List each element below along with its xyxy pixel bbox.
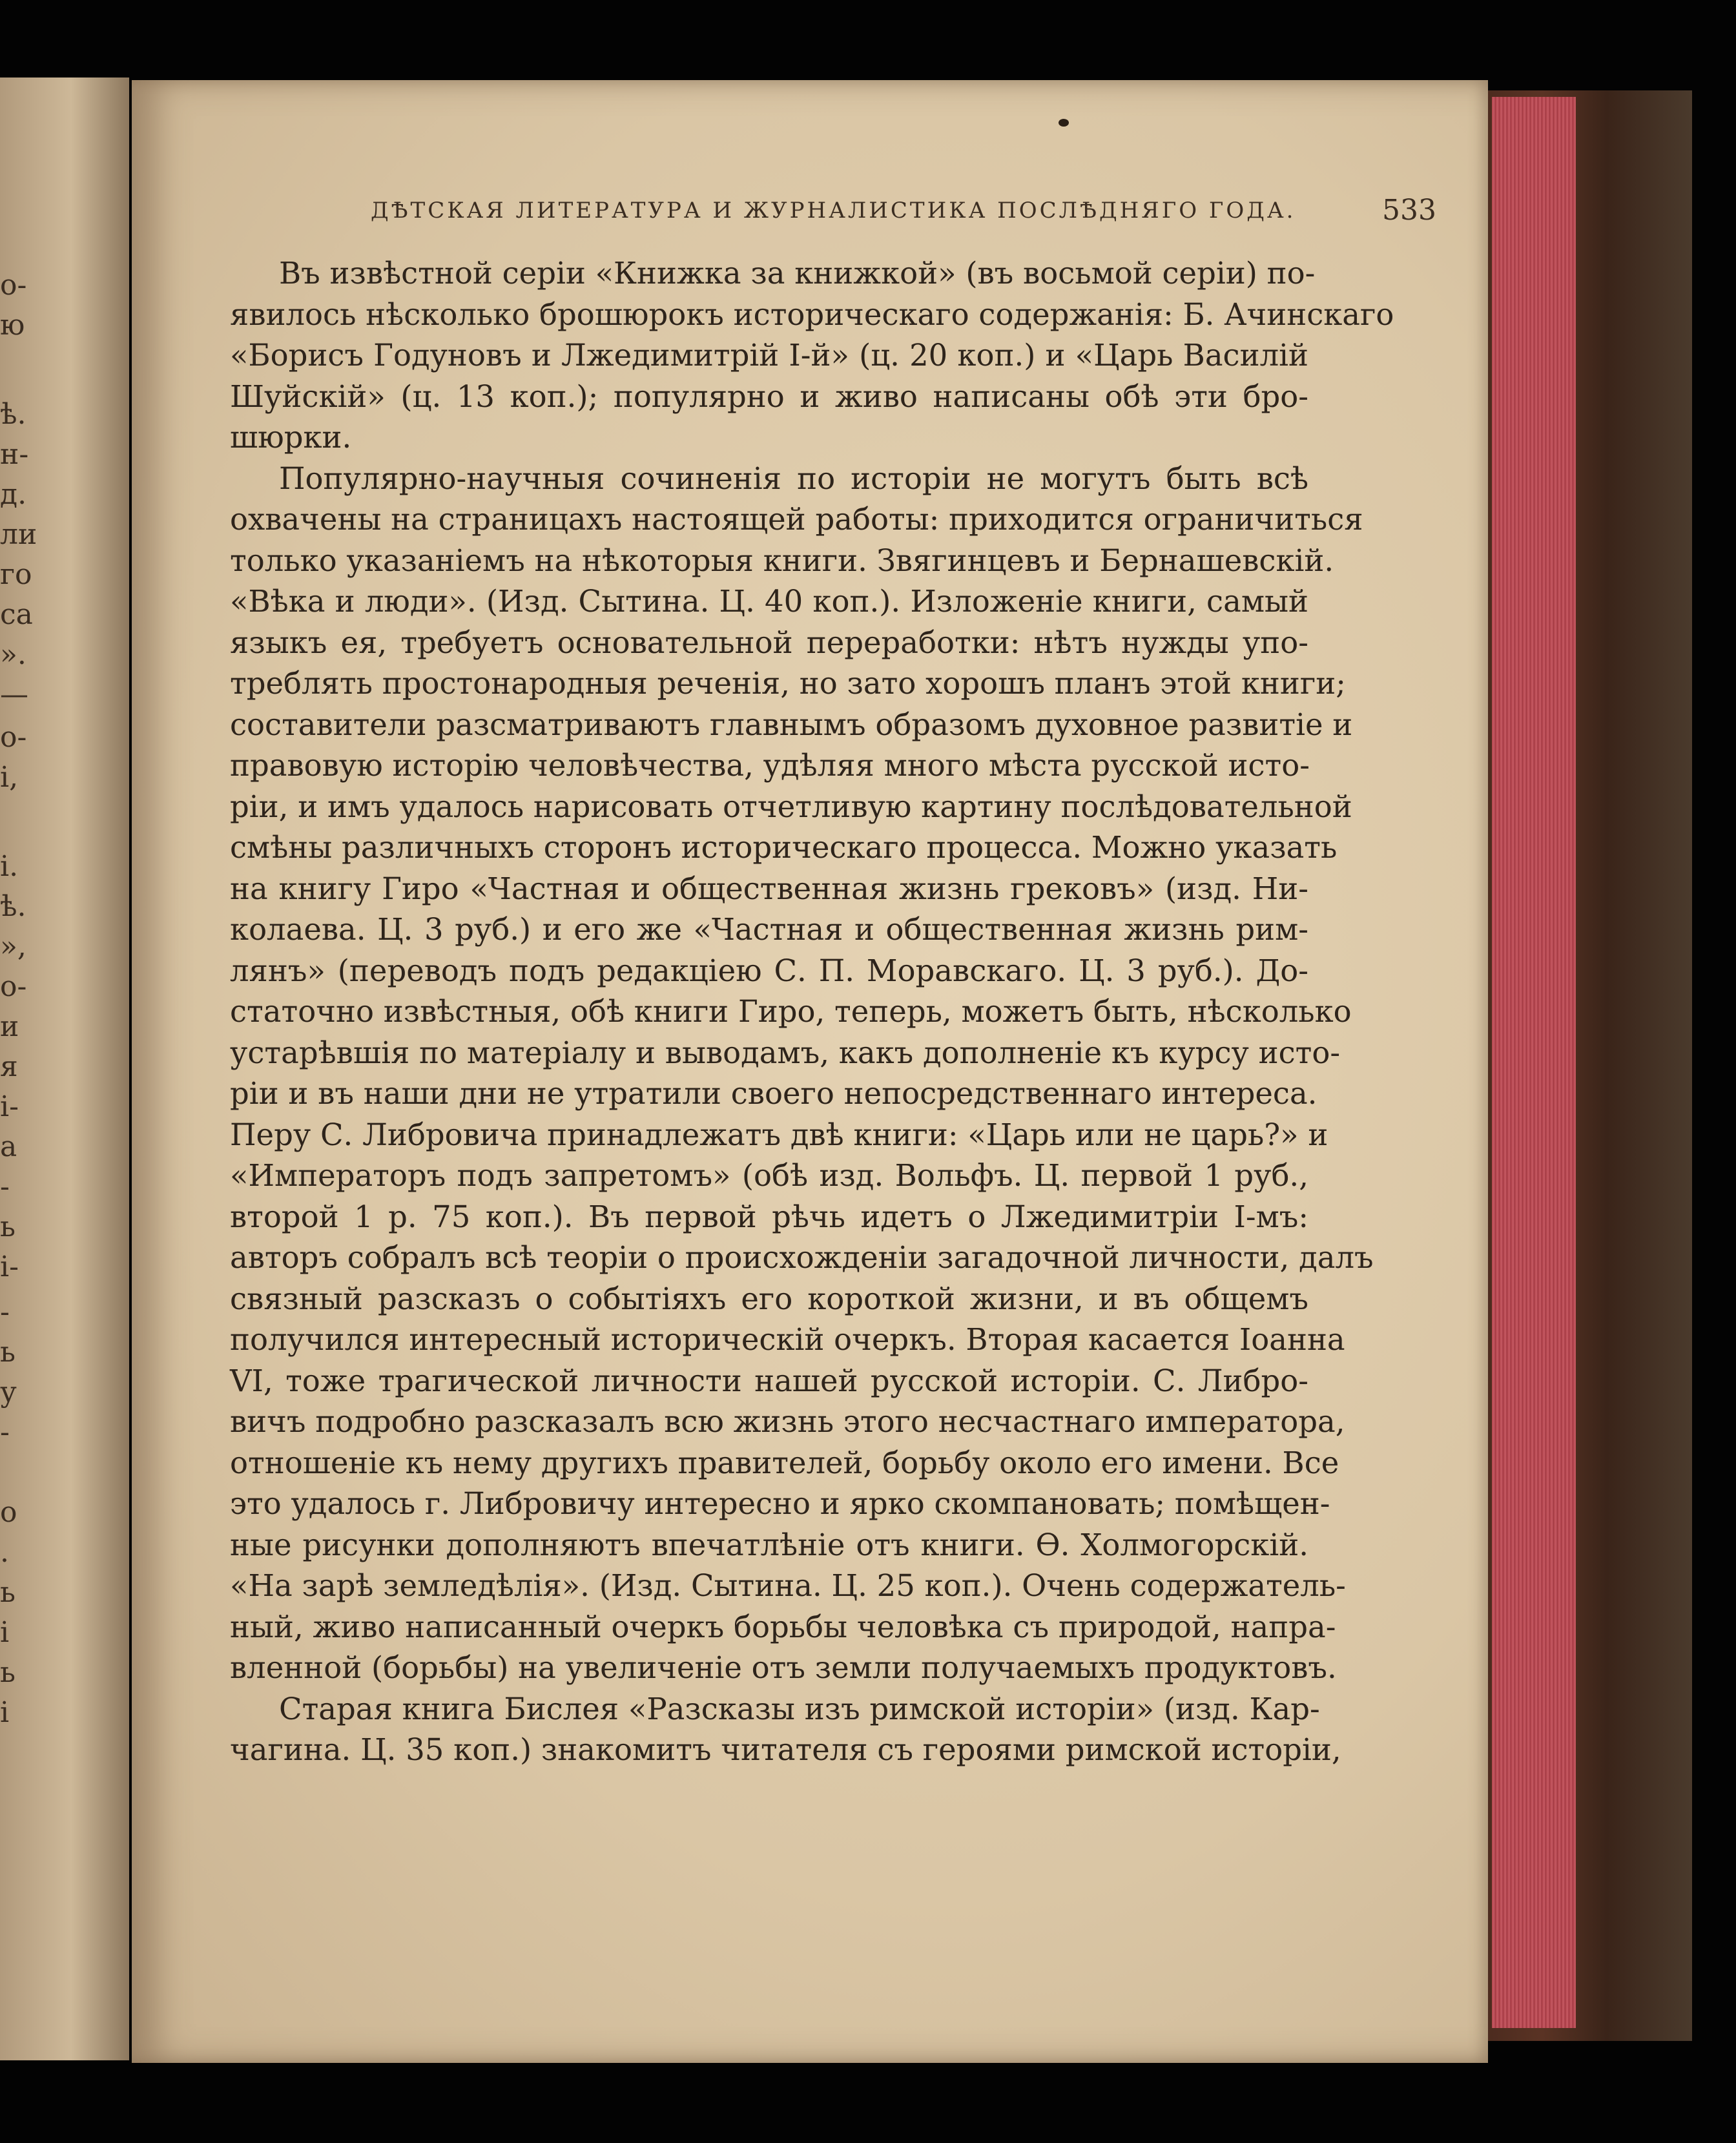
text-line: Перу С. Либровича принадлежатъ двѣ книги: «Царь или не царь?» и	[230, 1117, 1328, 1152]
text-line: шюрки.	[230, 420, 352, 455]
left-page-fragment: і.	[0, 850, 19, 883]
text-line: «Борисъ Годуновъ и Лжедимитрій I-й» (ц. 20 коп.) и «Царь Василій	[230, 338, 1308, 373]
text-line: вичъ подробно разсказалъ всю жизнь этого несчастнаго императора,	[230, 1404, 1345, 1439]
left-page-fragment: ю	[0, 309, 25, 342]
left-page-fragment: ь	[0, 1656, 16, 1689]
left-page-fragment: ѣ.	[0, 890, 26, 923]
ink-mark	[1059, 119, 1069, 127]
text-line: это удалось г. Либровичу интересно и ярко скомпановать; помѣщен-	[230, 1486, 1330, 1521]
text-line: только указаніемъ на нѣкоторыя книги. Звягинцевъ и Бернашевскій.	[230, 543, 1334, 578]
left-page-fragment: я	[0, 1050, 18, 1083]
text-line: треблять простонародныя реченія, но зато хорошъ планъ этой книги;	[230, 666, 1346, 701]
page-text	[230, 253, 1394, 1771]
text-line: авторъ собралъ всѣ теоріи о происхожденіи загадочной личности, далъ	[230, 1240, 1374, 1275]
text-line: второй 1 р. 75 коп.). Въ первой рѣчь идетъ о Лжедимитріи I-мъ:	[230, 1199, 1308, 1234]
left-page-fragment: »,	[0, 930, 26, 963]
text-line: ріи, и имъ удалось нарисовать отчетливую картину послѣдовательной	[230, 789, 1352, 824]
left-page-fragment: ь	[0, 1576, 16, 1609]
left-page-fragment: і-	[0, 1250, 19, 1283]
text-line: связный разсказъ о событіяхъ его короткой жизни, и въ общемъ	[230, 1281, 1308, 1316]
text-line: охвачены на страницахъ настоящей работы: приходится ограничиться	[230, 502, 1363, 537]
left-page-fragment: .	[0, 1536, 9, 1569]
left-page-fragment: а	[0, 1130, 17, 1163]
text-line: смѣны различныхъ сторонъ историческаго процесса. Можно указать	[230, 830, 1338, 865]
left-page-fragment: ь	[0, 1336, 16, 1369]
left-page-fragment: -	[0, 1296, 10, 1329]
text-line: Старая книга Бислея «Разсказы изъ римской исторіи» (изд. Кар-	[279, 1691, 1320, 1726]
text-line: «Императоръ подъ запретомъ» (обѣ изд. Вольфъ. Ц. первой 1 руб.,	[230, 1158, 1308, 1193]
text-line: на книгу Гиро «Частная и общественная жизнь грековъ» (изд. Ни-	[230, 871, 1308, 906]
text-line: Въ извѣстной серіи «Книжка за книжкой» (въ восьмой серіи) по-	[279, 256, 1316, 291]
page-number: 533	[1382, 194, 1436, 227]
left-page-fragment: са	[0, 598, 33, 631]
text-line: явилось нѣсколько брошюрокъ историческаго содержанія: Б. Ачинскаго	[230, 296, 1394, 332]
text-line: «Вѣка и люди». (Изд. Сытина. Ц. 40 коп.). Изложеніе книги, самый	[230, 584, 1308, 619]
text-line: ные рисунки дополняютъ впечатлѣніе отъ книги. Ѳ. Холмогорскій.	[230, 1527, 1308, 1562]
left-page-fragment: -	[0, 1416, 10, 1449]
left-page-fragment: д.	[0, 478, 27, 511]
left-page-fragment: го	[0, 558, 32, 591]
left-page-fragment: о-	[0, 721, 27, 754]
text-line: устарѣвшія по матеріалу и выводамъ, какъ дополненіе къ курсу исто-	[230, 1035, 1341, 1070]
text-line: лянъ» (переводъ подъ редакціею С. П. Моравскаго. Ц. 3 руб.). До-	[230, 953, 1308, 988]
left-page-fragment: і-	[0, 1090, 19, 1123]
left-page-fragment: ли	[0, 518, 37, 551]
left-page-fragment: ».	[0, 638, 26, 671]
text-line: отношеніе къ нему другихъ правителей, борьбу около его имени. Все	[230, 1445, 1339, 1480]
text-line: «На зарѣ земледѣлія». (Изд. Сытина. Ц. 25 коп.). Очень содержатель-	[230, 1568, 1346, 1603]
red-page-edges	[1492, 97, 1576, 2028]
left-page-fragment: і,	[0, 761, 19, 794]
left-page-fragment: і	[0, 1616, 10, 1649]
left-page-edge	[0, 78, 129, 2060]
text-line: получился интересный историческій очеркъ. Вторая касается Іоанна	[230, 1322, 1345, 1357]
text-line: вленной (борьбы) на увеличеніе отъ земли получаемыхъ продуктовъ.	[230, 1650, 1337, 1685]
text-line: языкъ ея, требуетъ основательной переработки: нѣтъ нужды упо-	[230, 625, 1308, 660]
left-page-fragment: о-	[0, 970, 27, 1003]
left-page-fragment: н-	[0, 438, 29, 471]
text-line: чагина. Ц. 35 коп.) знакомитъ читателя съ героями римской исторіи,	[230, 1732, 1341, 1767]
left-page-fragment: ь	[0, 1210, 16, 1243]
book-page	[132, 80, 1488, 2063]
left-page-fragment: і	[0, 1696, 10, 1729]
running-title: ДѢТСКАЯ ЛИТЕРАТУРА И ЖУРНАЛИСТИКА ПОСЛѢДНЯГО ГОДА.	[371, 198, 1296, 223]
left-page-fragment: -	[0, 1170, 10, 1203]
left-page-fragment: и	[0, 1010, 19, 1043]
text-line: составители разсматриваютъ главнымъ образомъ духовное развитіе и	[230, 707, 1353, 742]
left-page-fragment: —	[0, 678, 28, 711]
left-page-fragment: ѣ.	[0, 398, 26, 431]
text-line: ный, живо написанный очеркъ борьбы человѣка съ природой, напра-	[230, 1609, 1336, 1644]
text-line: VI, тоже трагической личности нашей русской исторіи. С. Либро-	[230, 1363, 1308, 1398]
left-page-fragment: у	[0, 1376, 17, 1409]
text-line: Шуйскій» (ц. 13 коп.); популярно и живо написаны обѣ эти бро-	[230, 378, 1308, 414]
text-line: Популярно-научныя сочиненія по исторіи не могутъ быть всѣ	[279, 461, 1308, 496]
text-line: правовую исторію человѣчества, удѣляя много мѣста русской исто-	[230, 748, 1310, 783]
text-line: статочно извѣстныя, обѣ книги Гиро, теперь, можетъ быть, нѣсколько	[230, 994, 1352, 1029]
text-line: ріи и въ наши дни не утратили своего непосредственнаго интереса.	[230, 1076, 1318, 1111]
left-page-fragment: о-	[0, 269, 27, 302]
text-line: колаева. Ц. 3 руб.) и его же «Частная и общественная жизнь рим-	[230, 912, 1308, 947]
left-page-fragment: о	[0, 1496, 17, 1529]
page-header	[371, 194, 1436, 236]
